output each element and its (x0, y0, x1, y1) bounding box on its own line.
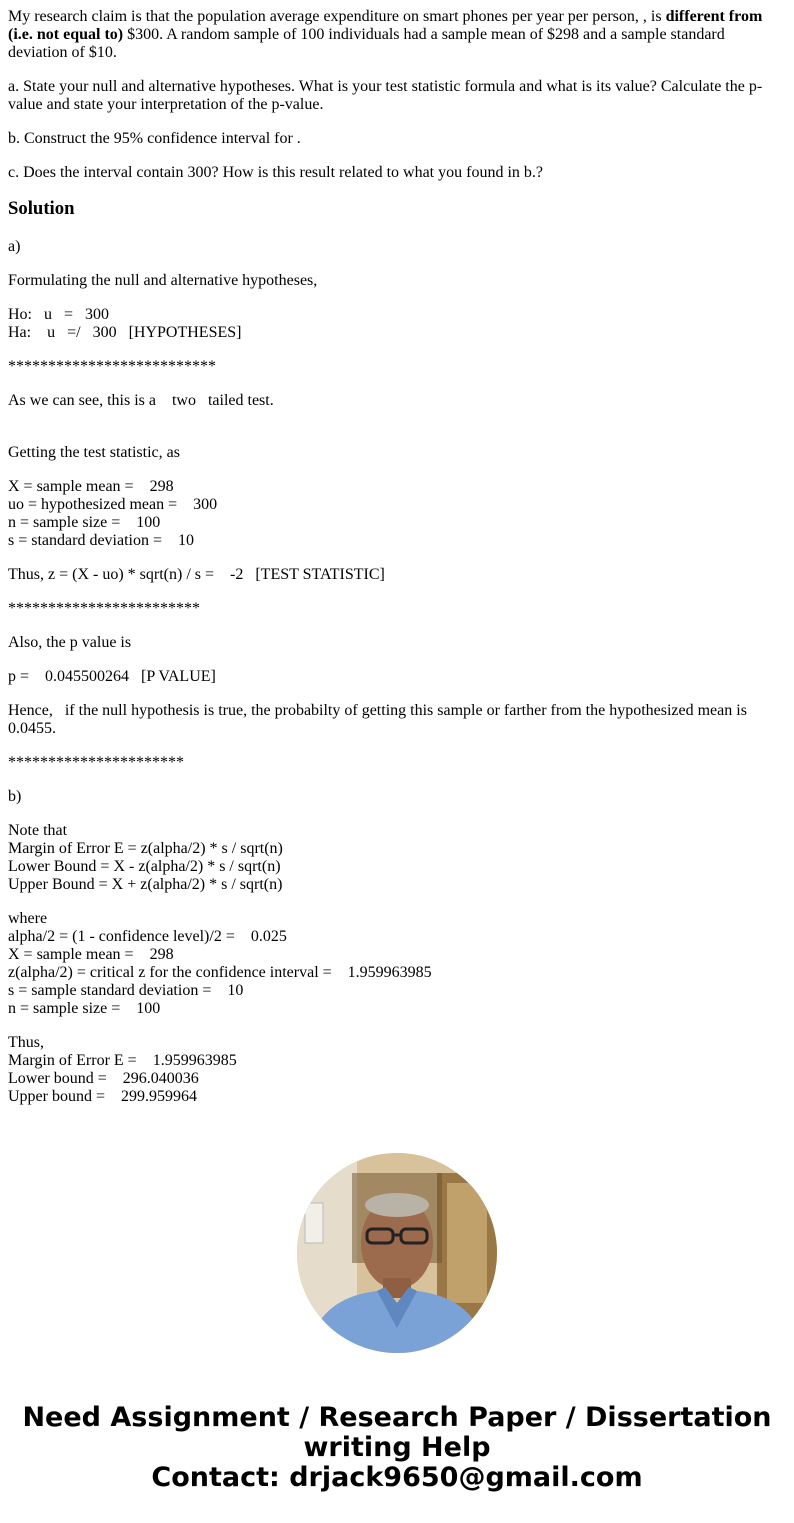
note-that: Note that (8, 822, 68, 839)
alternative-hypothesis: Ha: u =/ 300 [HYPOTHESES] (8, 324, 242, 341)
sample-size: n = sample size = 100 (8, 514, 161, 531)
hypothesized-mean: uo = hypothesized mean = 300 (8, 496, 218, 513)
results-block (8, 1034, 778, 1106)
avatar (297, 1153, 497, 1353)
standard-deviation: s = standard deviation = 10 (8, 532, 195, 549)
question-intro-text-end: $300. A random sample of 100 individuals had a sample mean of $298 and a sample standard deviation of $10. (8, 26, 725, 61)
formulas-block (8, 822, 778, 894)
lower-bound-formula: Lower Bound = X - z(alpha/2) * s / sqrt(n) (8, 858, 281, 875)
thus-text: Thus, (8, 1034, 44, 1051)
where-block (8, 910, 778, 1018)
sample-size-b: n = sample size = 100 (8, 1000, 161, 1017)
test-statistic: Thus, z = (X - uo) * sqrt(n) / s = -2 [TEST STATISTIC] (8, 566, 385, 583)
where-text: where (8, 910, 48, 927)
margin-error-formula: Margin of Error E = z(alpha/2) * s / sqrt(n) (8, 840, 283, 857)
footer-help-text: Need Assignment / Research Paper / Dissertation writing Help (22, 1402, 772, 1463)
upper-bound-formula: Upper Bound = X + z(alpha/2) * s / sqrt(n) (8, 876, 283, 893)
given-values-block (8, 478, 778, 550)
separator-stars: ************************ (8, 600, 200, 617)
part-b-label: b) (8, 788, 22, 805)
question-intro-text: My research claim is that the population average expenditure on smart phones per year per person, , is (8, 8, 666, 25)
sample-mean-b: X = sample mean = 298 (8, 946, 174, 963)
alpha-half: alpha/2 = (1 - confidence level)/2 = 0.025 (8, 928, 287, 945)
separator-stars: ************************** (8, 358, 216, 375)
footer-contact-text: Contact: drjack9650@gmail.com (151, 1462, 643, 1493)
lower-bound-value: Lower bound = 296.040036 (8, 1070, 199, 1087)
interpretation: Hence, if the null hypothesis is true, the probabilty of getting this sample or farther from the hypothesized mean is 0.0455. (8, 702, 751, 737)
question-part-b: b. Construct the 95% confidence interval for . (8, 130, 301, 147)
avatar-portrait-icon (297, 1153, 497, 1353)
question-part-c: c. Does the interval contain 300? How is this result related to what you found in b.? (8, 164, 543, 181)
question-part-a: a. State your null and alternative hypotheses. What is your test statistic formula and what is its value? Calculate the p-value and state your interpretation of the p-value. (8, 78, 763, 113)
sample-mean: X = sample mean = 298 (8, 478, 174, 495)
sample-sd-b: s = sample standard deviation = 10 (8, 982, 244, 999)
separator-stars: ********************** (8, 754, 184, 771)
upper-bound-value: Upper bound = 299.959964 (8, 1088, 198, 1105)
tailed-test-text: As we can see, this is a two tailed test. (8, 392, 274, 409)
hypotheses-block (8, 306, 778, 342)
p-value: p = 0.045500264 [P VALUE] (8, 668, 216, 685)
solution-heading: Solution (8, 198, 75, 219)
question-intro-bold: different from (i.e. not equal to) (8, 8, 763, 43)
null-hypothesis: Ho: u = 300 (8, 306, 110, 323)
part-a-label: a) (8, 238, 21, 255)
getting-statistic-text: Getting the test statistic, as (8, 444, 180, 461)
document-body (8, 8, 778, 1122)
footer-banner (0, 1403, 794, 1493)
formulating-text: Formulating the null and alternative hypotheses, (8, 272, 318, 289)
margin-error-value: Margin of Error E = 1.959963985 (8, 1052, 237, 1069)
critical-z: z(alpha/2) = critical z for the confidence interval = 1.959963985 (8, 964, 432, 981)
p-value-intro: Also, the p value is (8, 634, 132, 651)
question-intro (8, 8, 778, 62)
